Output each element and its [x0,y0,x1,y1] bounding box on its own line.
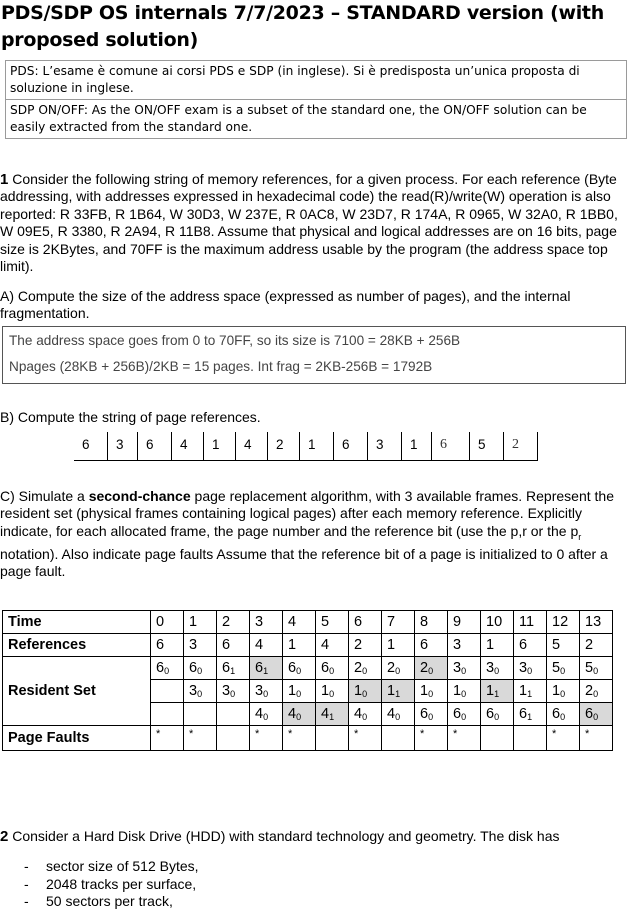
page-ref-cell: 5 [470,432,504,460]
page-ref-cell: 6 [432,432,470,460]
page-fault-cell: * [415,726,448,751]
page-ref-cell: 1 [300,432,334,460]
frame-cell: $6_1$ [250,657,283,680]
page-fault-cell: * [250,726,283,751]
q2-bullet-item: - 2048 tracks per surface, [24,875,197,892]
q1-a-answer-box [2,326,626,384]
second-chance-simulation-table [2,610,613,751]
page-ref-cell: 6 [334,432,368,460]
page-fault-cell [316,726,349,751]
time-cell: 5 [316,611,349,634]
page-fault-cell: * [184,726,217,751]
q1-c-end: notation). Also indicate page faults Assume that the reference bit of a page is initialized to 0 after a page fault. [0,546,608,580]
page-fault-cell: * [547,726,580,751]
frame-cell [151,703,184,726]
time-cell: 13 [580,611,613,634]
frame-cell: $6_1$ [217,657,250,680]
reference-cell: 6 [415,634,448,657]
reference-cell: 4 [250,634,283,657]
q2-text [0,828,624,845]
frame-cell: $4_1$ [316,703,349,726]
q1-body: Consider the following string of memory references, for a given process. For each reference (Byte addressing, with addresses expressed in hexadecimal code) the read(R)/write(W) operation is also reported: R 33FB, R 1B64, W 30D3, W 237E, R 0AC8, W 23D7, R 174A, R 0965, W 32A0, R 1BB0, W 09E5, R 3380, R 2A94, R 11B8. Assume that physical and logical addresses are on 16 bits, page size is 2KBytes, and 70FF is the maximum address usable by the program (the address space top limit). [0,171,618,275]
page-ref-cell: 6 [74,432,108,460]
frame-cell: $1_0$ [547,680,580,703]
reference-cell: 2 [580,634,613,657]
frame-cell: $6_1$ [514,703,547,726]
page-ref-cell: 6 [138,432,172,460]
reference-cell: 1 [382,634,415,657]
frame-cell: $1_0$ [448,680,481,703]
page-fault-cell: * [448,726,481,751]
page-ref-cell: 2 [268,432,300,460]
frame-cell: $4_0$ [382,703,415,726]
q2-body: Consider a Hard Disk Drive (HDD) with standard technology and geometry. The disk has [12,828,560,844]
page-title: PDS/SDP OS internals 7/7/2023 – STANDARD version (with proposed solution) [1,2,604,51]
frame-cell: $4_0$ [283,703,316,726]
note-pds: PDS: L’esame è comune ai corsi PDS e SDP (in inglese). Si è predisposta un’unica proposta di soluzione in inglese. [10,64,580,95]
frame-cell: $1_1$ [514,680,547,703]
page-ref-cell: 1 [204,432,236,460]
page-fault-cell [514,726,547,751]
note-sdp: SDP ON/OFF: As the ON/OFF exam is a subset of the standard one, the ON/OFF solution can be easily extracted from the standard one. [6,99,626,138]
time-cell: 12 [547,611,580,634]
page-ref-cell: 1 [402,432,432,460]
frame-cell: $3_0$ [481,657,514,680]
page-fault-cell [481,726,514,751]
page-ref-cell: 4 [172,432,204,460]
reference-cell: 6 [217,634,250,657]
frame-cell: $5_0$ [547,657,580,680]
time-cell: 3 [250,611,283,634]
frame-cell: $1_0$ [316,680,349,703]
frame-cell: $6_0$ [448,703,481,726]
frame-cell: $2_0$ [580,680,613,703]
reference-cell: 5 [547,634,580,657]
page-fault-cell [217,726,250,751]
frame-cell [184,703,217,726]
time-cell: 1 [184,611,217,634]
q2-number: 2 [0,828,9,845]
reference-cell: 3 [448,634,481,657]
frame-cell: $6_0$ [151,657,184,680]
frame-cell: $3_0$ [514,657,547,680]
time-header: Time [3,611,151,634]
frame-cell: $2_0$ [382,657,415,680]
frame-cell: $4_0$ [349,703,382,726]
time-cell: 6 [349,611,382,634]
frame-cell: $6_0$ [316,657,349,680]
q1-c-sub: r [578,531,582,542]
q2-bullet-item: - 50 sectors per track, [24,893,173,909]
q1-c-pre: C) Simulate a [0,488,89,504]
frame-cell [217,703,250,726]
page-ref-cell: 3 [368,432,402,460]
reference-cell: 4 [316,634,349,657]
resident-set-header: Resident Set [3,657,151,726]
frame-cell: $1_1$ [481,680,514,703]
page-ref-cell: 4 [236,432,268,460]
q1-a-question: A) Compute the size of the address space (expressed as number of pages), and the internal fragmentation. [0,288,571,322]
q1-c-post: page replacement algorithm, with 3 available frames. Represent the resident set (physical frames containing logical pages) after each memory reference. Explicitly indicate, for each allocated frame, the page number and the reference bit (use the p,r or the p [0,488,614,539]
frame-cell: $2_0$ [415,657,448,680]
page-faults-header: Page Faults [3,726,151,751]
q1-c-bold: second-chance [88,488,191,504]
q1-number: 1 [0,171,9,188]
frame-cell: $1_1$ [382,680,415,703]
frame-cell: $6_0$ [283,657,316,680]
q2-bullet-item: - sector size of 512 Bytes, [24,858,199,874]
page-reference-string [74,432,538,461]
notes-box [5,60,627,139]
time-cell: 10 [481,611,514,634]
q1-text [0,171,624,275]
frame-cell: $1_0$ [415,680,448,703]
frame-cell: $3_0$ [217,680,250,703]
reference-cell: 1 [283,634,316,657]
references-header: References [3,634,151,657]
q2-bullet-list [0,858,199,911]
page-ref-cell: 3 [108,432,138,460]
time-cell: 2 [217,611,250,634]
frame-cell: $3_0$ [184,680,217,703]
q1-a-answer-line-2: Npages (28KB + 256B)/2KB = 15 pages. Int frag = 2KB-256B = 1792B [9,359,433,374]
frame-cell: $6_0$ [481,703,514,726]
page-fault-cell: * [349,726,382,751]
reference-cell: 1 [481,634,514,657]
time-cell: 11 [514,611,547,634]
reference-cell: 6 [514,634,547,657]
frame-cell: $6_0$ [580,703,613,726]
reference-cell: 6 [151,634,184,657]
frame-cell: $2_0$ [349,657,382,680]
time-cell: 9 [448,611,481,634]
q1-c-question [0,488,624,581]
page-fault-cell: * [151,726,184,751]
reference-cell: 2 [349,634,382,657]
frame-cell: $1_0$ [349,680,382,703]
q1-b-question: B) Compute the string of page references. [0,409,261,425]
reference-cell: 3 [184,634,217,657]
page-ref-cell: 2 [504,432,538,460]
frame-cell: $3_0$ [250,680,283,703]
frame-cell: $6_0$ [547,703,580,726]
time-cell: 0 [151,611,184,634]
frame-cell: $3_0$ [448,657,481,680]
frame-cell: $4_0$ [250,703,283,726]
frame-cell: $6_0$ [415,703,448,726]
time-cell: 7 [382,611,415,634]
page-fault-cell: * [283,726,316,751]
frame-cell: $1_0$ [283,680,316,703]
page-fault-cell: * [580,726,613,751]
page-fault-cell [382,726,415,751]
frame-cell: $6_0$ [184,657,217,680]
frame-cell: $5_0$ [580,657,613,680]
frame-cell [151,680,184,703]
time-cell: 4 [283,611,316,634]
time-cell: 8 [415,611,448,634]
q1-a-answer-line-1: The address space goes from 0 to 70FF, so its size is 7100 = 28KB + 256B [9,333,461,348]
